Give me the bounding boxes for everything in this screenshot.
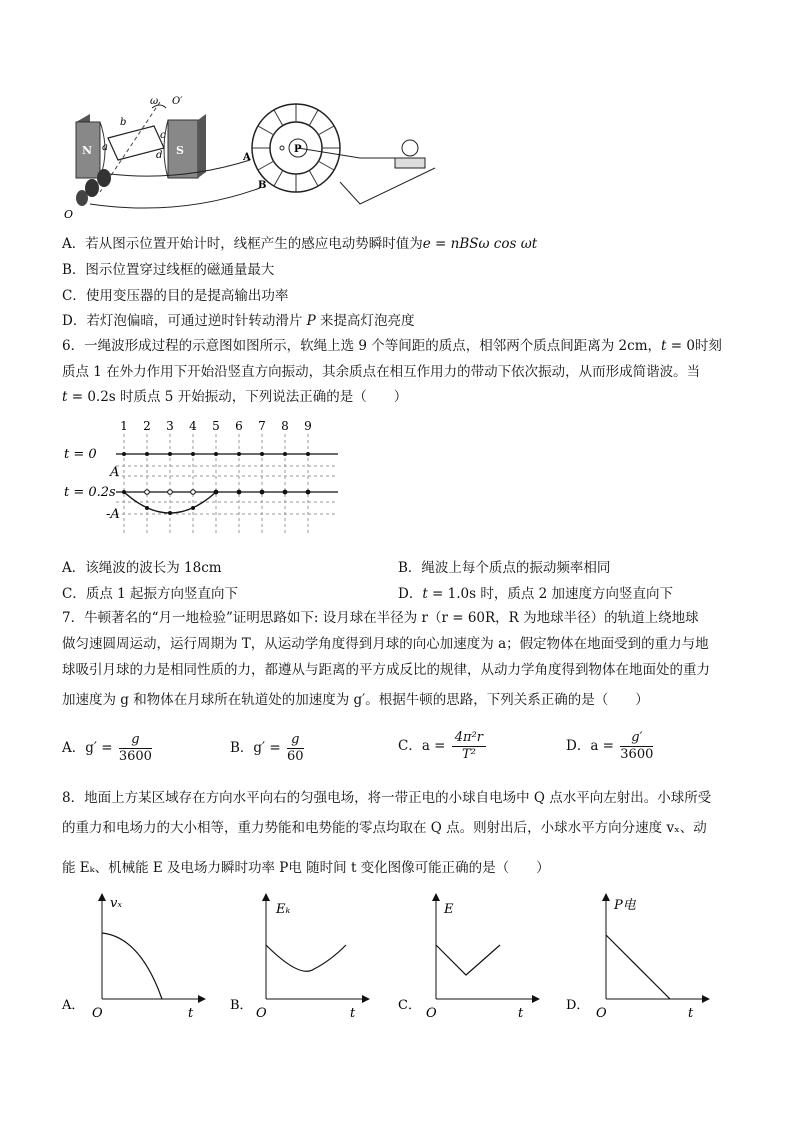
q8-graph-d <box>564 893 714 1018</box>
point-label-4: 4 <box>189 419 197 433</box>
graph-a-x-label: t <box>188 1006 194 1018</box>
q6-stem-line-1: 6．一绳波形成过程的示意图如图所示，软绳上选 9 个等间距的质点，相邻两个质点间距离为 2cm，t = 0时刻 <box>62 338 722 354</box>
q7-stem-line-2: 做匀速圆周运动，运行周期为 T，从运动学角度得到月球的向心加速度为 a；假定物体在地面受到的重力与地 <box>62 636 709 652</box>
point-label-1: 1 <box>120 419 128 433</box>
point-label-5: 5 <box>212 419 220 433</box>
graph-b-y-label: Eₖ <box>276 902 291 917</box>
point-label-9: 9 <box>304 419 312 433</box>
amplitude-neg-a-label: -A <box>106 507 120 522</box>
graph-b-origin: O <box>256 1006 267 1018</box>
o-label: O <box>64 208 74 221</box>
q6-option-c: C．质点 1 起振方向竖直向下 <box>62 586 239 602</box>
q6-option-d: D．t = 1.0s 时，质点 2 加速度方向竖直向下 <box>398 586 674 602</box>
graph-b-label: B． <box>230 998 253 1013</box>
graph-a-origin: O <box>92 1006 103 1018</box>
q7-option-b: B．g′ = $\frac{g}{60}$ <box>230 732 304 764</box>
q7-stem-line-3: 球吸引月球的力是相同性质的力，都遵从与距离的平方成反比的规律，从动力学角度得到物体在地面处的重力 <box>62 662 710 678</box>
o-prime-label: O′ <box>172 96 183 107</box>
b-terminal-label: B <box>258 180 267 191</box>
p-label: P <box>294 144 302 155</box>
graph-a-y-label: vₓ <box>110 896 122 911</box>
q7-stem-line-4: 加速度为 g 和物体在月球所在轨道处的加速度为 g′。根据牛顿的思路，下列关系正确的是（ ） <box>62 692 649 708</box>
graph-a-label: A． <box>62 998 85 1013</box>
omega-label: ω <box>150 96 159 107</box>
d-label: d <box>156 150 163 161</box>
rope-wave-figure <box>62 418 342 538</box>
q8-graph-c <box>396 893 546 1018</box>
a-terminal-label: A <box>243 152 251 163</box>
q7-stem-line-1: 7．牛顿著名的“月一地检验”证明思路如下: 设月球在半径为 r（r = 60R，R 为地球半径）的轨道上绕地球 <box>62 610 699 626</box>
magnet-n-label: N <box>82 144 93 157</box>
q5-option-b: B．图示位置穿过线框的磁通量最大 <box>62 262 275 278</box>
magnet-s-label: S <box>176 144 184 157</box>
q8-stem-line-2: 的重力和电场力的大小相等，重力势能和电势能的零点均取在 Q 点。则射出后，小球水平方向分速度 vₓ、动 <box>62 820 707 836</box>
q6-option-a: A．该绳波的波长为 18cm <box>62 560 222 576</box>
q8-stem-line-3: 能 Eₖ、机械能 E 及电场力瞬时功率 P电 随时间 t 变化图像可能正确的是（ ） <box>62 860 550 876</box>
point-label-7: 7 <box>258 419 266 433</box>
b-label: b <box>120 117 127 128</box>
point-label-3: 3 <box>166 419 174 433</box>
c-label: c <box>160 130 166 141</box>
graph-d-origin: O <box>596 1006 607 1018</box>
q8-graph-a <box>60 893 210 1018</box>
q7-option-d: D．a = $\frac{g'}{3600}$ <box>566 730 654 762</box>
q5-option-c: C．使用变压器的目的是提高输出功率 <box>62 288 289 304</box>
point-label-8: 8 <box>281 419 289 433</box>
graph-b-x-label: t <box>350 1006 356 1018</box>
q7-option-a: A．g′ = $\frac{g}{3600}$ <box>62 732 152 764</box>
q7-option-c: C．a = $\frac{\text{4π²r}}{\text{T²}}$ <box>398 730 488 763</box>
q5-option-a: A．若从图示位置开始计时，线框产生的感应电动势瞬时值为e = nBSω cos ωt <box>62 236 538 252</box>
graph-d-x-label: t <box>688 1006 694 1018</box>
q5-option-d: D．若灯泡偏暗，可通过逆时针转动滑片 P 来提高灯泡亮度 <box>62 313 415 329</box>
graph-c-label: C． <box>398 998 421 1013</box>
point-label-6: 6 <box>235 419 243 433</box>
graph-c-y-label: E <box>444 902 454 917</box>
q6-option-b: B．绳波上每个质点的振动频率相同 <box>398 560 611 576</box>
q6-stem-line-3: t = 0.2s 时质点 5 开始振动，下列说法正确的是（ ） <box>62 389 408 405</box>
point-label-2: 2 <box>143 419 151 433</box>
t02-label: t = 0.2s <box>64 485 116 500</box>
q6-stem-line-2: 质点 1 在外力作用下开始沿竖直方向振动，其余质点在相互作用力的带动下依次振动，从而形成简谐波。当 <box>62 364 701 380</box>
generator-transformer-figure <box>60 92 440 227</box>
t0-label: t = 0 <box>64 447 97 462</box>
q8-stem-line-1: 8．地面上方某区域存在方向水平向右的匀强电场，将一带正电的小球自电场中 Q 点水平向左射出。小球所受 <box>62 790 712 806</box>
graph-c-x-label: t <box>518 1006 524 1018</box>
amplitude-a-label: A <box>110 465 120 480</box>
a-label: a <box>102 142 108 153</box>
q8-graph-b <box>228 893 378 1018</box>
graph-d-y-label: P电 <box>614 898 636 913</box>
graph-c-origin: O <box>426 1006 437 1018</box>
graph-d-label: D． <box>566 998 590 1013</box>
